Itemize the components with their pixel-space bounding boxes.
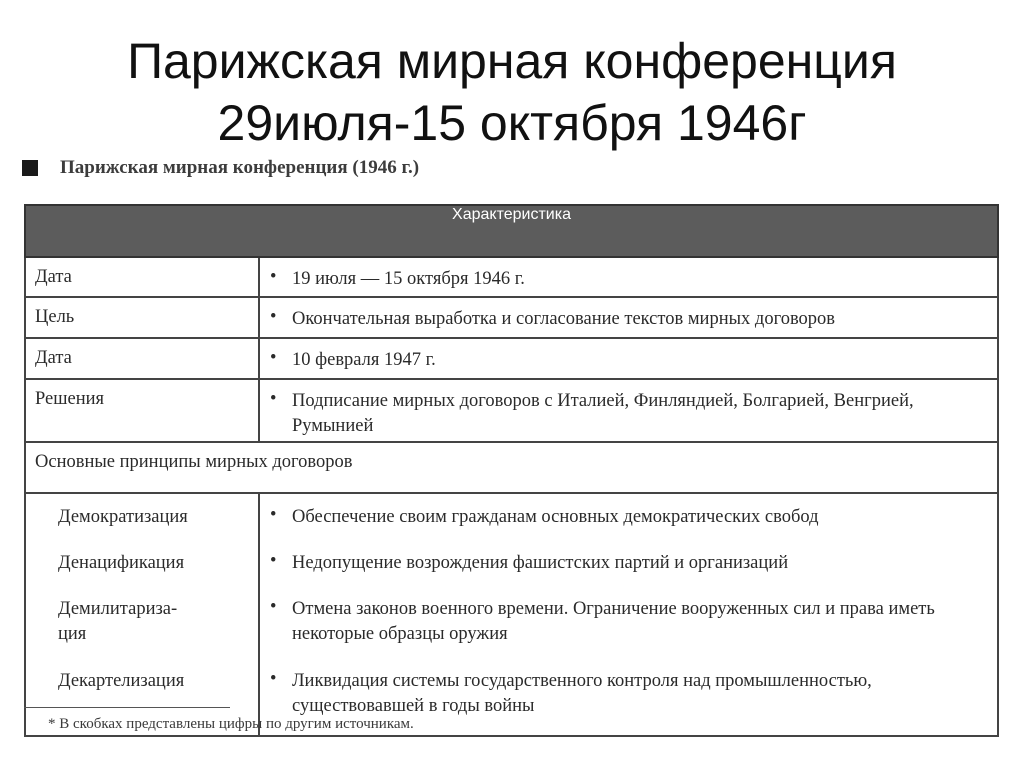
bullet-icon: • xyxy=(270,505,277,525)
principle-label: Демилитариза- ция xyxy=(25,586,259,658)
footnote-divider xyxy=(24,707,230,708)
table-header-row xyxy=(25,205,998,257)
slide-title xyxy=(0,30,1024,154)
principle-row xyxy=(25,493,998,540)
principle-label: Декартелизация xyxy=(25,658,259,736)
row-label: Дата xyxy=(25,257,259,297)
principle-label: Демократизация xyxy=(25,493,259,540)
principle-value-text: Недопущение возрождения фашистских партий и организаций xyxy=(292,553,789,573)
bullet-icon: • xyxy=(270,669,277,689)
principle-label: Денацификация xyxy=(25,540,259,586)
bullet-icon: • xyxy=(270,597,277,617)
row-value xyxy=(259,379,998,442)
principle-value-text: Отмена законов военного времени. Ограничение вооруженных сил и права иметь некоторые образцы оружия xyxy=(292,599,935,644)
row-label: Цель xyxy=(25,297,259,338)
slide-title-line-2: 29июля-15 октября 1946г xyxy=(217,95,807,151)
row-value-text: 19 июля — 15 октября 1946 г. xyxy=(292,269,525,289)
document-heading xyxy=(22,157,419,179)
row-value-text: Окончательная выработка и согласование текстов мирных договоров xyxy=(292,309,836,329)
principle-value xyxy=(259,493,998,540)
table-header: Характеристика xyxy=(25,205,998,257)
table-row xyxy=(25,379,998,442)
table-row xyxy=(25,338,998,379)
row-value xyxy=(259,338,998,379)
row-value xyxy=(259,257,998,297)
row-label: Дата xyxy=(25,338,259,379)
document-heading-text: Парижская мирная конференция (1946 г.) xyxy=(60,157,420,178)
footnote: * В скобках представлены цифры по другим источникам. xyxy=(48,716,414,732)
bullet-icon: • xyxy=(270,551,277,571)
bullet-icon: • xyxy=(270,348,277,368)
principle-value-text: Обеспечение своим гражданам основных демократических свобод xyxy=(292,507,819,527)
principle-row xyxy=(25,586,998,658)
square-bullet-icon xyxy=(22,160,38,176)
row-value-text: Подписание мирных договоров с Италией, Финляндией, Болгарией, Венгрией, Румынией xyxy=(292,391,914,436)
principle-row xyxy=(25,540,998,586)
section-row xyxy=(25,442,998,493)
bullet-icon: • xyxy=(270,389,277,409)
principle-value xyxy=(259,540,998,586)
principles-group xyxy=(25,493,998,736)
bullet-icon: • xyxy=(270,267,277,287)
table-row xyxy=(25,297,998,338)
section-label: Основные принципы мирных договоров xyxy=(25,442,998,493)
row-value-text: 10 февраля 1947 г. xyxy=(292,350,436,370)
principle-value xyxy=(259,586,998,658)
table-row xyxy=(25,257,998,297)
row-value xyxy=(259,297,998,338)
bullet-icon: • xyxy=(270,307,277,327)
row-label: Решения xyxy=(25,379,259,442)
principle-value-text: Ликвидация системы государственного контроля над промышленностью, существовавшей в годы войны xyxy=(292,671,872,716)
characteristics-table xyxy=(24,204,999,737)
slide-title-line-1: Парижская мирная конференция xyxy=(127,33,897,89)
